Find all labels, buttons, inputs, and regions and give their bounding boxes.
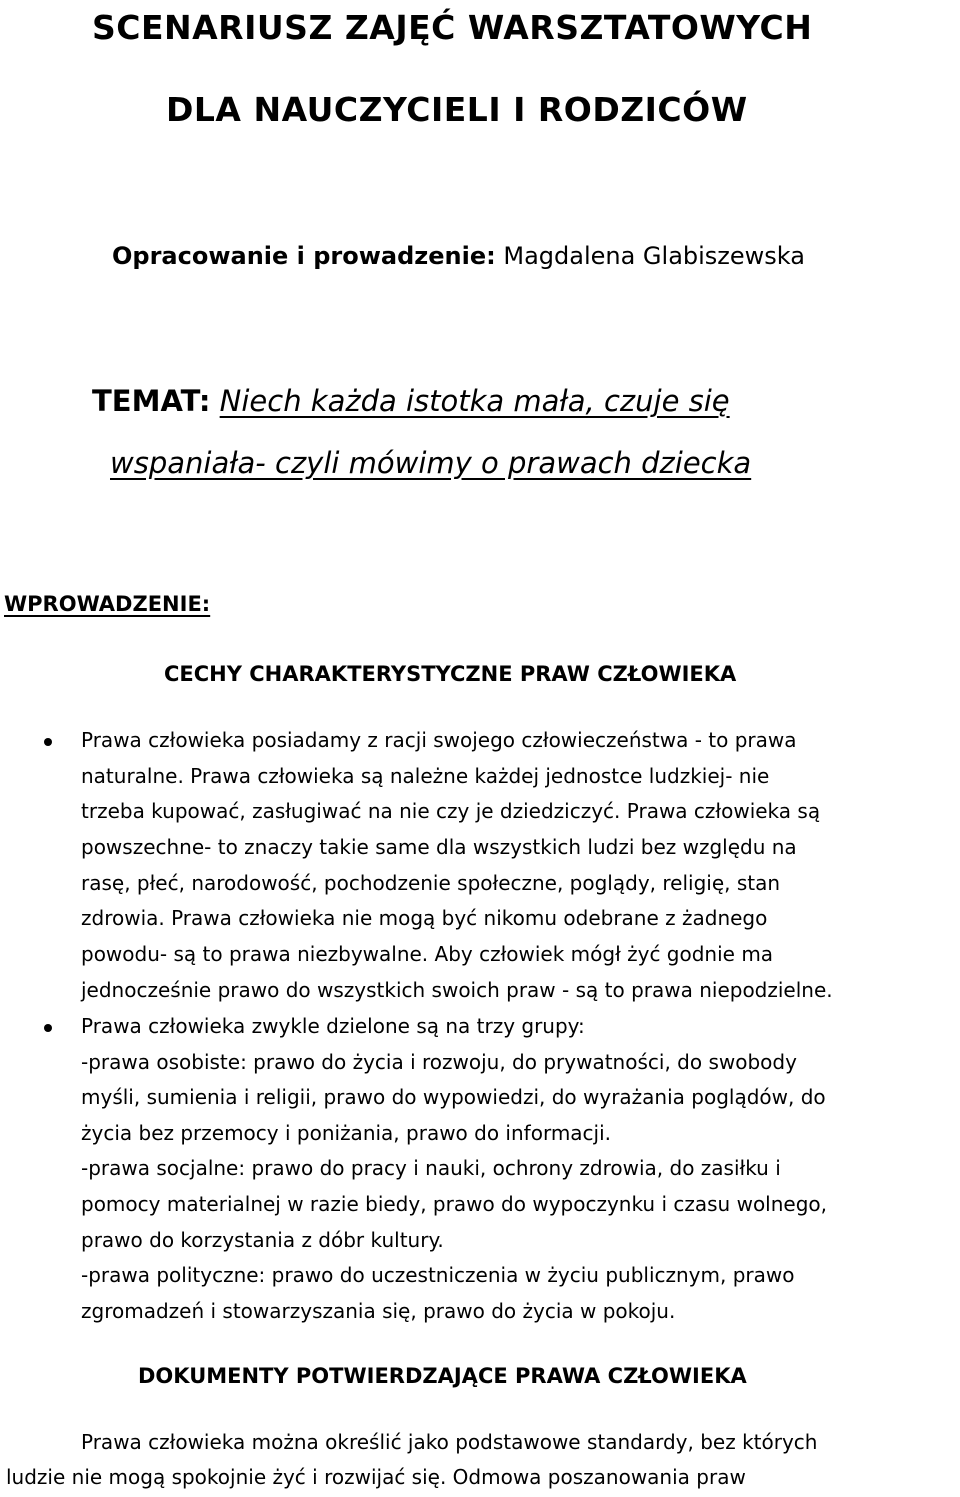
documents-heading: DOKUMENTY POTWIERDZAJĄCE PRAWA CZŁOWIEKA <box>138 1364 747 1388</box>
bullet-1-line: Prawa człowieka posiadamy z racji swojego człowieczeństwa - to prawa <box>81 728 797 752</box>
bullet-1-line: jednocześnie prawo do wszystkich swoich praw - są to prawa niepodzielne. <box>81 978 833 1002</box>
bullet-2-line: prawo do korzystania z dóbr kultury. <box>81 1228 444 1252</box>
bullet-2-line: Prawa człowieka zwykle dzielone są na trzy grupy: <box>81 1014 585 1038</box>
bullet-2-line: -prawa socjalne: prawo do pracy i nauki, ochrony zdrowia, do zasiłku i <box>81 1156 781 1180</box>
bullet-1-line: powodu- są to prawa niezbywalne. Aby człowiek mógł żyć godnie ma <box>81 942 774 966</box>
topic-label: TEMAT: <box>92 384 211 418</box>
bullet-2-line: myśli, sumienia i religii, prawo do wypowiedzi, do wyrażania poglądów, do <box>81 1085 826 1109</box>
intro-heading: WPROWADZENIE: <box>4 592 211 616</box>
topic-line-1 <box>92 384 730 418</box>
bullet-1-line: powszechne- to znaczy takie same dla wszystkich ludzi bez względu na <box>81 835 797 859</box>
author-name: Magdalena Glabiszewska <box>503 242 805 270</box>
topic-title-part-2: wspaniała- czyli mówimy o prawach dziecka <box>110 446 752 480</box>
bullet-2-line: zgromadzeń i stowarzyszania się, prawo do życia w pokoju. <box>81 1299 676 1323</box>
bullet-2-line: -prawa polityczne: prawo do uczestniczenia w życiu publicznym, prawo <box>81 1263 795 1287</box>
title-line-1: SCENARIUSZ ZAJĘĆ WARSZTATOWYCH <box>92 8 813 47</box>
bullet-2-line: życia bez przemocy i poniżania, prawo do informacji. <box>81 1121 612 1145</box>
topic-title-part-1: Niech każda istotka mała, czuje się <box>219 384 730 418</box>
documents-paragraph-line: Prawa człowieka można określić jako podstawowe standardy, bez których <box>81 1430 818 1454</box>
author-line <box>112 242 805 270</box>
bullet-1-line: trzeba kupować, zasługiwać na nie czy je dziedziczyć. Prawa człowieka są <box>81 799 821 823</box>
bullet-2-line: pomocy materialnej w razie biedy, prawo do wypoczynku i czasu wolnego, <box>81 1192 828 1216</box>
documents-paragraph-line: ludzie nie mogą spokojnie żyć i rozwijać się. Odmowa poszanowania praw <box>6 1465 746 1489</box>
author-label: Opracowanie i prowadzenie: <box>112 242 496 270</box>
bullet-1-line: rasę, płeć, narodowość, pochodzenie społeczne, poglądy, religię, stan <box>81 871 781 895</box>
bullet-2-line: -prawa osobiste: prawo do życia i rozwoju, do prywatności, do swobody <box>81 1050 797 1074</box>
intro-subheading: CECHY CHARAKTERYSTYCZNE PRAW CZŁOWIEKA <box>164 662 737 686</box>
title-line-2: DLA NAUCZYCIELI I RODZICÓW <box>166 90 748 129</box>
bullet-dot-2 <box>44 1024 52 1032</box>
bullet-1-line: zdrowia. Prawa człowieka nie mogą być nikomu odebrane z żadnego <box>81 906 768 930</box>
bullet-dot-1 <box>44 738 52 746</box>
bullet-1-line: naturalne. Prawa człowieka są należne każdej jednostce ludzkiej- nie <box>81 764 770 788</box>
